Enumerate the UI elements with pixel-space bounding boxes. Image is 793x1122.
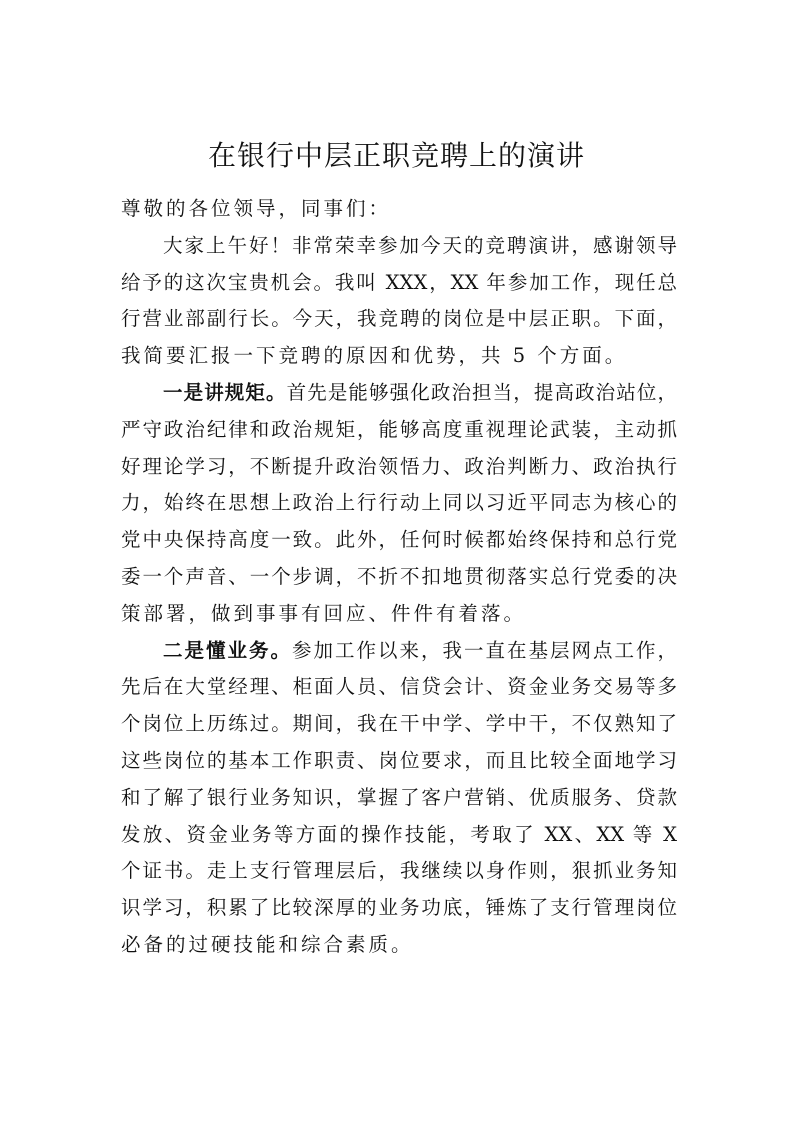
line-text: 识学习，积累了比较深厚的业务功底，锤炼了支行管理岗位 — [121, 896, 677, 920]
paragraph-line — [121, 559, 677, 596]
paragraph-line — [121, 669, 677, 706]
line-text: 大家上午好！非常荣幸参加今天的竞聘演讲，感谢领导 — [163, 233, 677, 257]
paragraph-line — [121, 743, 677, 780]
line-text: 必备的过硬技能和综合素质。 — [121, 932, 414, 956]
line-text: 我简要汇报一下竞聘的原因和优势，共 5 个方面。 — [121, 344, 628, 368]
paragraph-line — [121, 853, 677, 890]
line-text: 党中央保持高度一致。此外，任何时候都始终保持和总行党 — [121, 528, 677, 552]
paragraph-line — [121, 817, 677, 854]
salutation: 尊敬的各位领导，同事们： — [121, 197, 392, 220]
paragraph-lead-heading: 一是讲规矩。 — [163, 380, 287, 404]
paragraph-line — [121, 485, 677, 522]
document-title: 在银行中层正职竞聘上的演讲 — [207, 139, 585, 172]
line-text: 首先是能够强化政治担当，提高政治站位， — [286, 380, 677, 404]
paragraph-line — [121, 633, 677, 670]
paragraph — [121, 633, 677, 964]
paragraph-line — [121, 780, 677, 817]
line-text: 委一个声音、一个步调，不折不扣地贯彻落实总行党委的决 — [121, 564, 677, 588]
line-text: 行营业部副行长。今天，我竞聘的岗位是中层正职。下面， — [121, 307, 677, 331]
paragraph-line — [121, 596, 677, 633]
line-text: 给予的这次宝贵机会。我叫 XXX，XX 年参加工作，现任总 — [121, 270, 677, 294]
paragraph — [121, 228, 677, 375]
line-text: 这些岗位的基本工作职责、岗位要求，而且比较全面地学习 — [121, 748, 677, 772]
line-text: 策部署，做到事事有回应、件件有着落。 — [121, 601, 527, 625]
paragraph-line — [121, 522, 677, 559]
line-text: 好理论学习，不断提升政治领悟力、政治判断力、政治执行 — [121, 454, 677, 478]
paragraph-line — [121, 265, 677, 302]
line-text: 个岗位上历练过。期间，我在干中学、学中干，不仅熟知了 — [121, 712, 677, 736]
paragraph-line — [121, 338, 677, 375]
paragraph-line — [121, 228, 677, 265]
line-text: 严守政治纪律和政治规矩，能够高度重视理论武装，主动抓 — [121, 417, 677, 441]
paragraph-line — [121, 706, 677, 743]
line-text: 和了解了银行业务知识，掌握了客户营销、优质服务、贷款 — [121, 785, 677, 809]
line-text: 先后在大堂经理、柜面人员、信贷会计、资金业务交易等多 — [121, 675, 677, 699]
paragraph-line — [121, 449, 677, 486]
paragraph — [121, 375, 677, 633]
paragraph-line — [121, 890, 677, 927]
paragraph-line — [121, 301, 677, 338]
paragraph-line — [121, 927, 677, 964]
line-text: 参加工作以来，我一直在基层网点工作， — [292, 638, 677, 662]
paragraph-line — [121, 412, 677, 449]
line-text: 力，始终在思想上政治上行行动上同以习近平同志为核心的 — [121, 491, 677, 515]
document-body — [121, 191, 677, 964]
line-text: 发放、资金业务等方面的操作技能，考取了 XX、XX 等 X — [121, 822, 677, 846]
line-text: 个证书。走上支行管理层后，我继续以身作则，狠抓业务知 — [121, 859, 677, 883]
paragraph-lead-heading: 二是懂业务。 — [163, 638, 292, 662]
paragraphs — [121, 228, 677, 964]
paragraph-line — [121, 375, 677, 412]
